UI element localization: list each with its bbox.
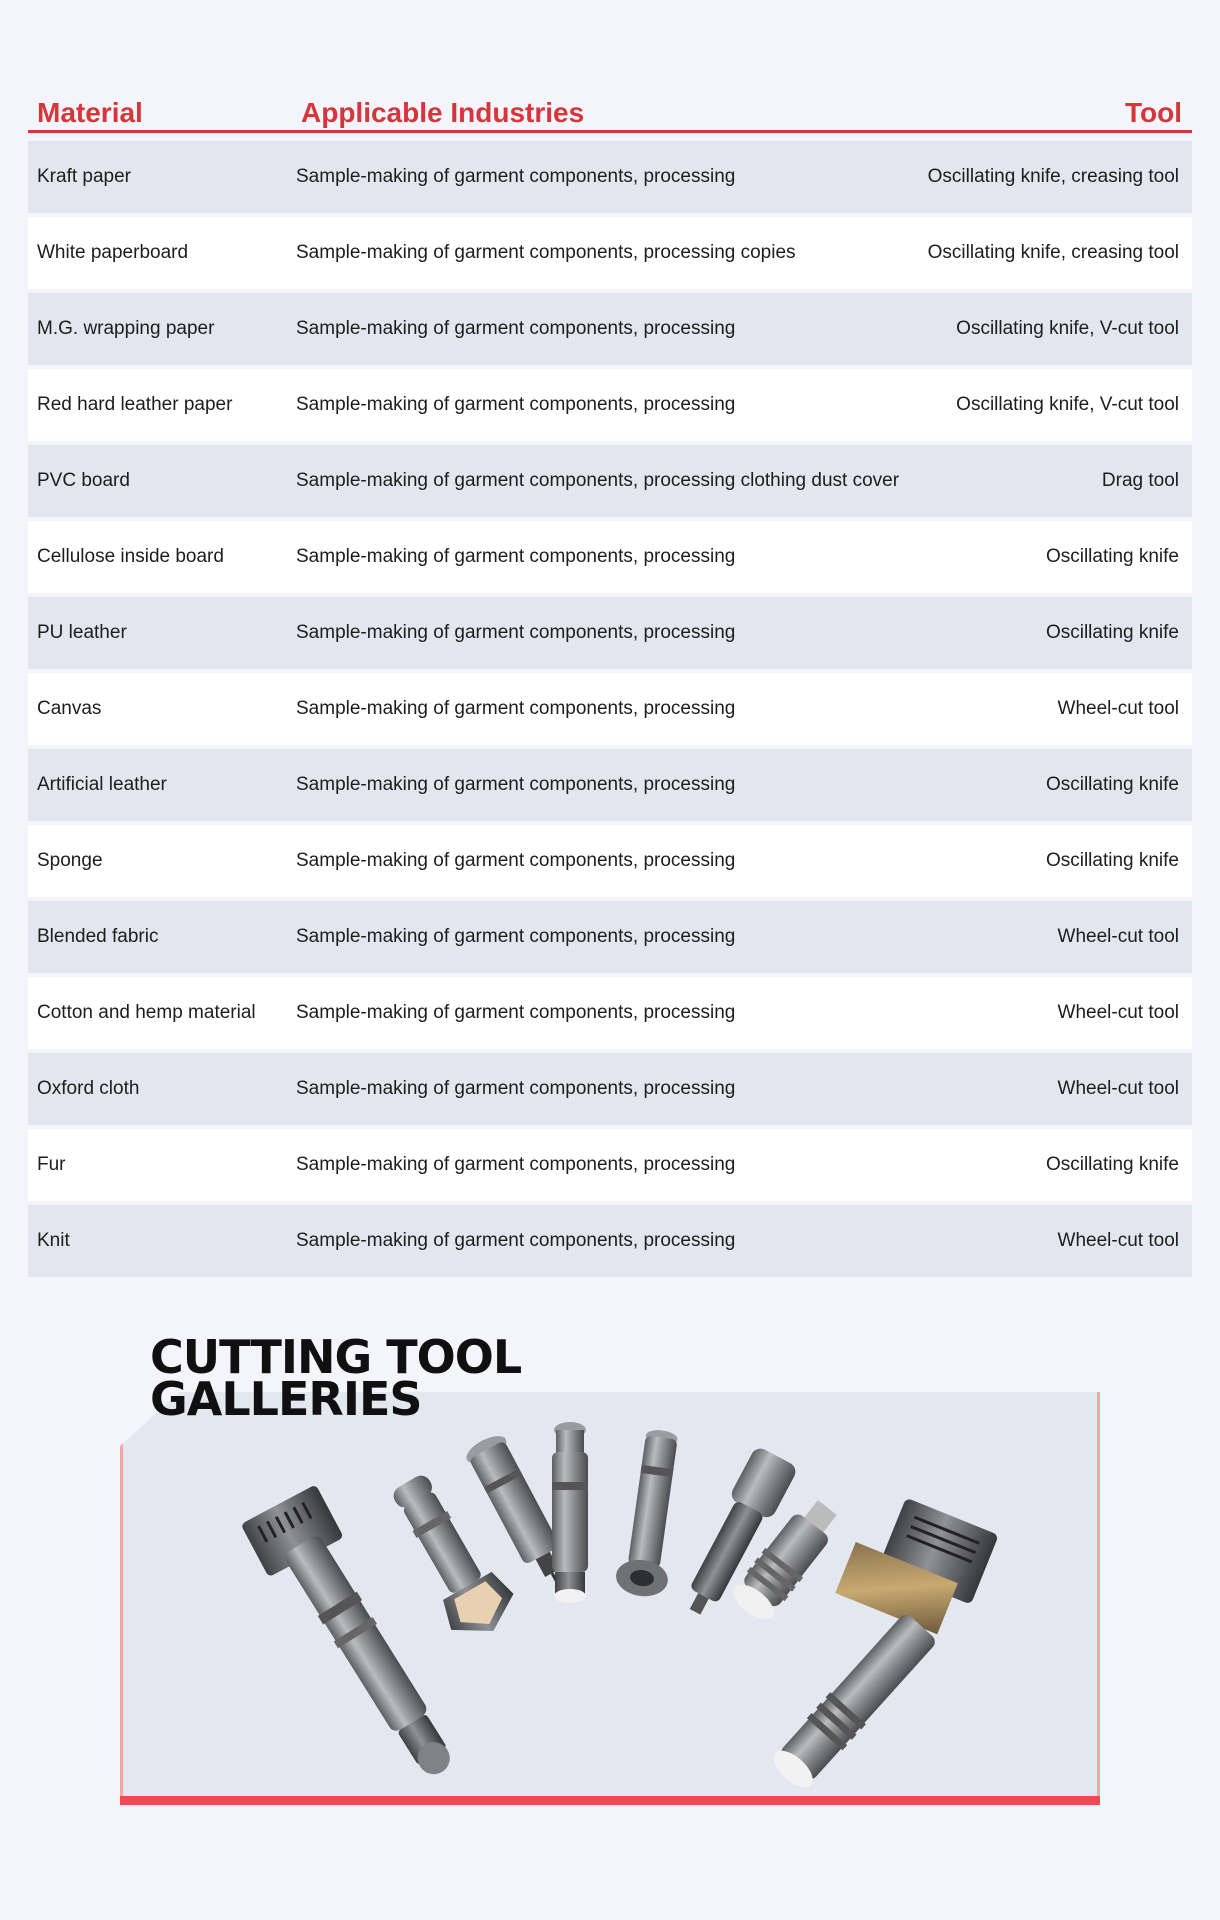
cell-tool: Oscillating knife	[1045, 850, 1179, 871]
cell-material: Artificial leather	[37, 774, 167, 795]
cell-industry: Sample-making of garment components, processing	[296, 1154, 736, 1175]
cell-tool: Oscillating knife, creasing tool	[927, 166, 1179, 187]
cell-material: White paperboard	[37, 242, 189, 263]
cell-industry: Sample-making of garment components, processing clothing dust cover	[296, 470, 900, 491]
cell-tool: Wheel-cut tool	[1057, 1078, 1179, 1099]
table-body	[28, 141, 1192, 1277]
cell-industry: Sample-making of garment components, processing	[296, 1230, 736, 1251]
table-row	[28, 825, 1192, 897]
cell-tool: Oscillating knife	[1045, 622, 1179, 643]
cell-tool: Oscillating knife, V-cut tool	[956, 318, 1179, 339]
cell-material: Canvas	[37, 698, 102, 719]
cell-industry: Sample-making of garment components, processing	[296, 166, 736, 187]
cell-industry: Sample-making of garment components, processing	[296, 1002, 736, 1023]
cell-material: Oxford cloth	[37, 1078, 140, 1099]
table-row	[28, 217, 1192, 289]
cell-tool: Wheel-cut tool	[1057, 1230, 1179, 1251]
cell-industry: Sample-making of garment components, processing	[296, 622, 736, 643]
table-row	[28, 293, 1192, 365]
cell-tool: Wheel-cut tool	[1057, 926, 1179, 947]
cell-industry: Sample-making of garment components, processing	[296, 774, 736, 795]
table-row	[28, 749, 1192, 821]
cell-material: M.G. wrapping paper	[37, 318, 215, 339]
cell-material: Blended fabric	[37, 926, 159, 947]
table-row	[28, 901, 1192, 973]
header-material: Material	[37, 97, 143, 128]
table-header	[28, 96, 1192, 133]
cell-tool: Oscillating knife	[1045, 546, 1179, 567]
cell-material: Red hard leather paper	[37, 394, 233, 415]
table-row	[28, 141, 1192, 213]
table-row	[28, 1205, 1192, 1277]
header-tool: Tool	[1124, 97, 1182, 128]
cell-material: Knit	[37, 1230, 70, 1251]
cell-material: Cellulose inside board	[37, 546, 224, 567]
gallery-title-line-1: CUTTING TOOL	[150, 1330, 522, 1384]
cell-industry: Sample-making of garment components, processing	[296, 394, 736, 415]
materials-table	[28, 96, 1192, 1281]
table-row	[28, 521, 1192, 593]
cell-industry: Sample-making of garment components, processing	[296, 318, 736, 339]
cell-tool: Wheel-cut tool	[1057, 1002, 1179, 1023]
cell-industry: Sample-making of garment components, processing copies	[296, 242, 796, 263]
cell-industry: Sample-making of garment components, processing	[296, 850, 736, 871]
cell-tool: Oscillating knife, creasing tool	[927, 242, 1179, 263]
cell-industry: Sample-making of garment components, processing	[296, 926, 736, 947]
cell-industry: Sample-making of garment components, processing	[296, 546, 736, 567]
table-row	[28, 1129, 1192, 1201]
wheel-cut-tool	[614, 1427, 689, 1600]
cell-material: Cotton and hemp material	[37, 1002, 256, 1023]
cell-material: Sponge	[37, 850, 103, 871]
header-applicable-industries: Applicable Industries	[301, 97, 585, 128]
cell-material: PU leather	[37, 622, 127, 643]
cell-material: Fur	[37, 1154, 66, 1175]
cell-material: Kraft paper	[37, 166, 131, 187]
cell-industry: Sample-making of garment components, processing	[296, 698, 736, 719]
cell-tool: Oscillating knife, V-cut tool	[956, 394, 1179, 415]
cell-material: PVC board	[37, 470, 130, 491]
cell-tool: Wheel-cut tool	[1057, 698, 1179, 719]
table-row	[28, 1053, 1192, 1125]
table-row	[28, 369, 1192, 441]
oscillating-knife-white-tip	[552, 1422, 588, 1603]
table-row	[28, 597, 1192, 669]
cell-industry: Sample-making of garment components, processing	[296, 1078, 736, 1099]
table-row	[28, 445, 1192, 517]
cell-tool: Oscillating knife	[1045, 1154, 1179, 1175]
cell-tool: Oscillating knife	[1045, 774, 1179, 795]
table-row	[28, 977, 1192, 1049]
gallery-title-line-2: GALLERIES	[150, 1372, 422, 1426]
table-row	[28, 673, 1192, 745]
cutting-tools-image	[120, 1392, 1100, 1804]
cell-tool: Drag tool	[1101, 470, 1179, 491]
